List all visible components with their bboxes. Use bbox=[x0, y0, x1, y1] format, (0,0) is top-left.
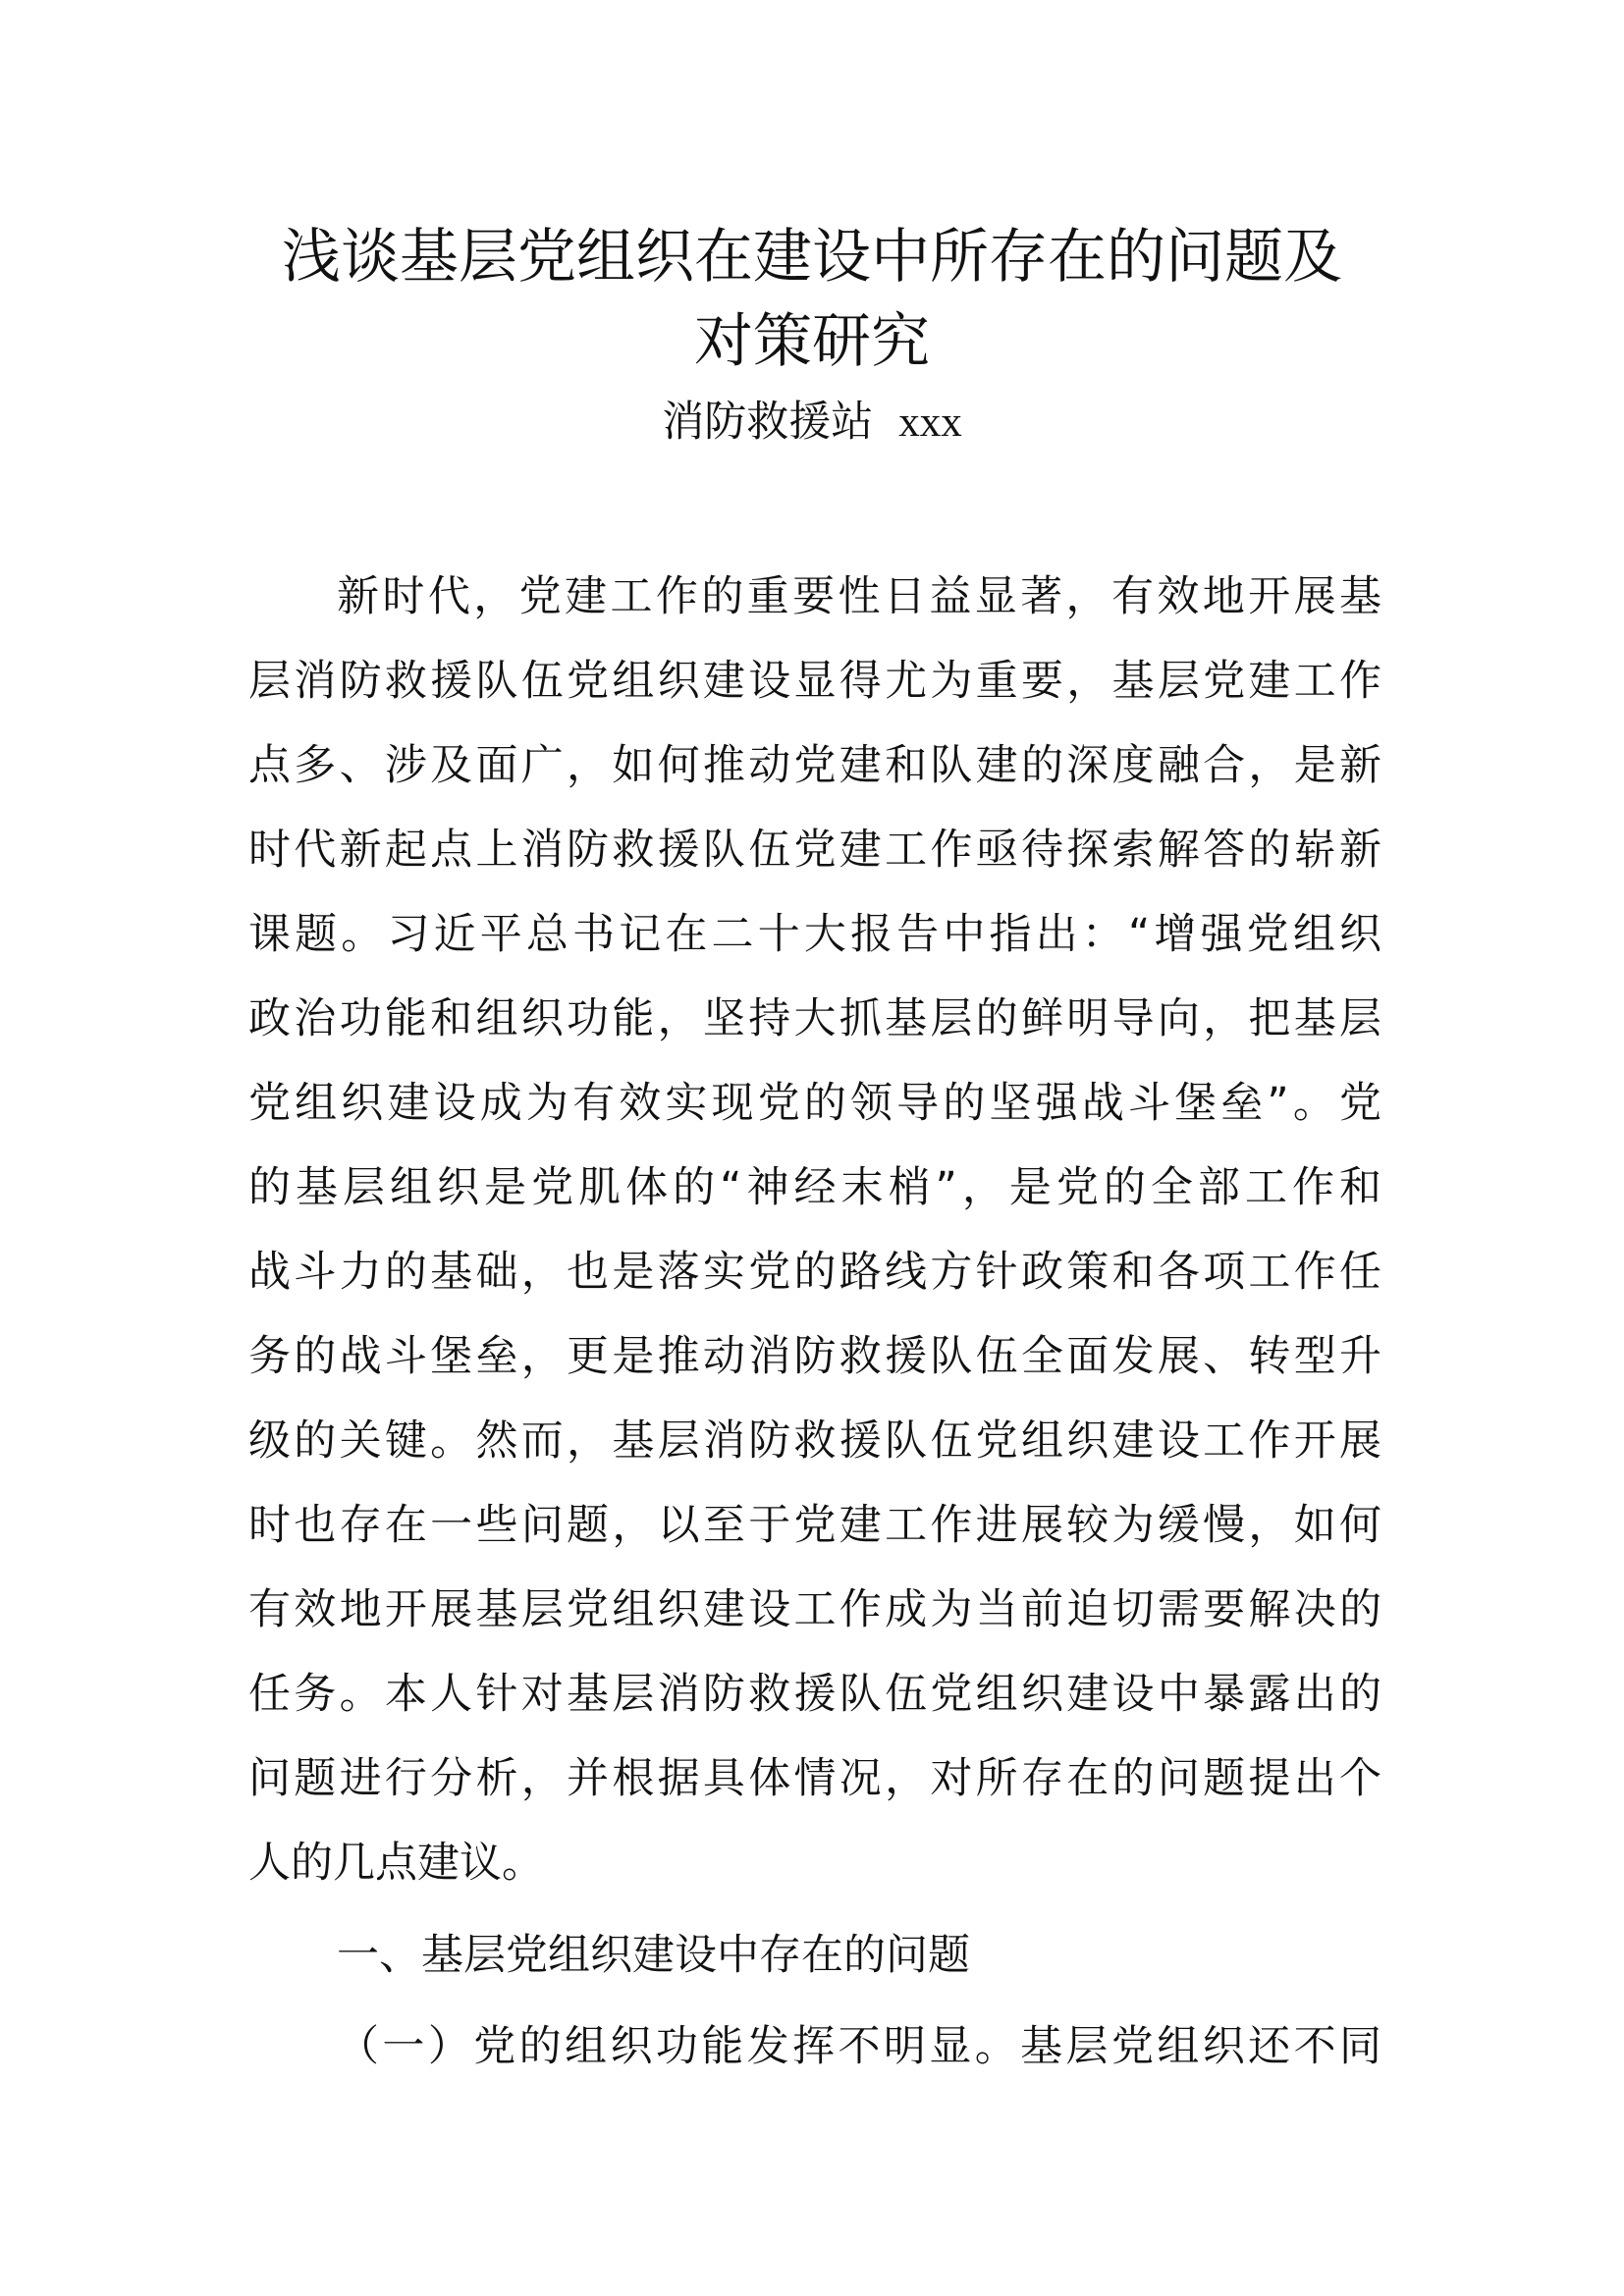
subsection-line: （一）党的组织功能发挥不明显。基层党组织还不同 bbox=[337, 2022, 1381, 2071]
paragraph-line: 务的战斗堡垒，更是推动消防救援队伍全面发展、转型升 bbox=[248, 1332, 1381, 1381]
paragraph-line: 点多、涉及面广，如何推动党建和队建的深度融合，是新 bbox=[248, 741, 1381, 790]
paragraph-line: 时也存在一些问题，以至于党建工作进展较为缓慢，如何 bbox=[248, 1501, 1381, 1550]
byline bbox=[0, 393, 1624, 453]
byline-author: xxx bbox=[898, 400, 962, 446]
paragraph-line: 政治功能和组织功能，坚持大抓基层的鲜明导向，把基层 bbox=[248, 994, 1381, 1043]
section-heading: 一、基层党组织建设中存在的问题 bbox=[337, 1931, 970, 1980]
paragraph-line: 战斗力的基础，也是落实党的路线方针政策和各项工作任 bbox=[248, 1248, 1381, 1297]
paragraph-line: 问题进行分析，并根据具体情况，对所存在的问题提出个 bbox=[248, 1754, 1381, 1803]
paragraph-line: 人的几点建议。 bbox=[248, 1839, 544, 1888]
document-title-line-1: 浅谈基层党组织在建设中所存在的问题及 bbox=[282, 223, 1342, 292]
paragraph-line: 有效地开展基层党组织建设工作成为当前迫切需要解决的 bbox=[248, 1585, 1381, 1634]
paragraph-line: 级的关键。然而，基层消防救援队伍党组织建设工作开展 bbox=[248, 1416, 1381, 1466]
paragraph-line: 层消防救援队伍党组织建设显得尤为重要，基层党建工作 bbox=[248, 657, 1381, 706]
paragraph-line: 时代新起点上消防救援队伍党建工作亟待探索解答的崭新 bbox=[248, 826, 1381, 875]
paragraph-line: 任务。本人针对基层消防救援队伍党组织建设中暴露出的 bbox=[248, 1670, 1381, 1719]
paragraph-line: 的基层组织是党肌体的“神经末梢”，是党的全部工作和 bbox=[248, 1163, 1381, 1212]
byline-unit: 消防救援站 bbox=[662, 398, 874, 447]
document-title-line-2: 对策研究 bbox=[694, 307, 930, 376]
paragraph-line: 党组织建设成为有效实现党的领导的坚强战斗堡垒”。党 bbox=[248, 1079, 1381, 1128]
paragraph-line: 课题。习近平总书记在二十大报告中指出：“增强党组织 bbox=[248, 910, 1381, 959]
paragraph-line: 新时代，党建工作的重要性日益显著，有效地开展基 bbox=[337, 572, 1381, 621]
